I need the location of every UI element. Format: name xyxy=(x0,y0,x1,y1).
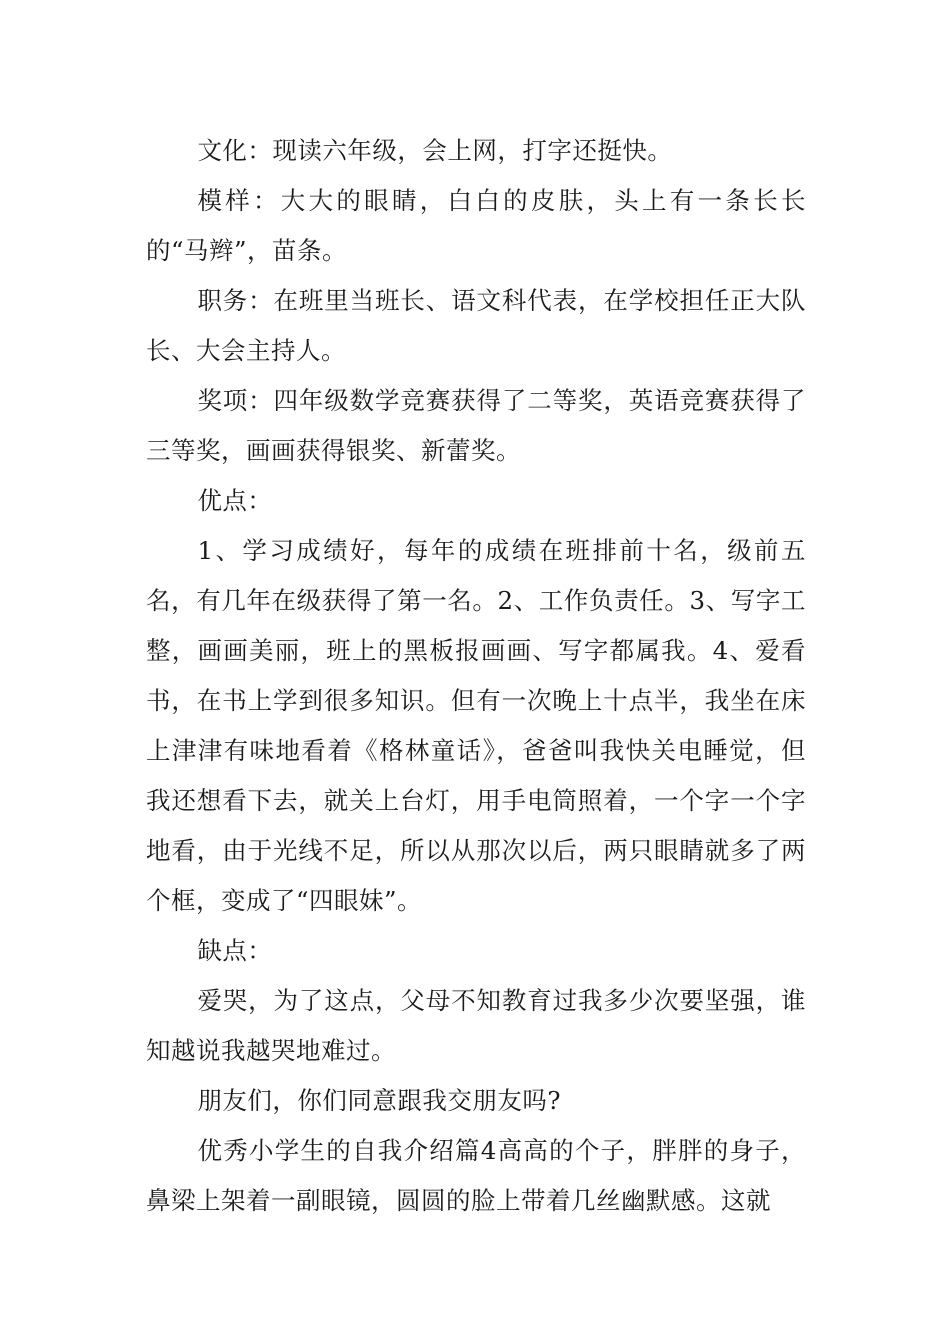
document-body xyxy=(146,126,806,1226)
heading-weaknesses: 缺点： xyxy=(197,936,273,965)
paragraph-strengths: 1、学习成绩好，每年的成绩在班排前十名，级前五名，有几年在级获得了第一名。2、工作负责任。3、写字工整，画画美丽，班上的黑板报画画、写字都属我。4、爱看书，在书上学到很多知识。但有一次晚上十点半，我坐在床上津津有味地看着《格林童话》，爸爸叫我快关电睡觉，但我还想看下去，就关上台灯，用手电筒照着，一个字一个字地看，由于光线不足，所以从那次以后，两只眼睛就多了两个框，变成了“四眼妹”。 xyxy=(146,536,806,915)
paragraph-intro-4: 优秀小学生的自我介绍篇4高高的个子，胖胖的身子，鼻梁上架着一副眼镜，圆圆的脸上带着几丝幽默感。这就 xyxy=(146,1136,806,1215)
paragraph-friends-question: 朋友们，你们同意跟我交朋友吗? xyxy=(197,1086,562,1115)
paragraph-appearance: 模样：大大的眼睛，白白的皮肤，头上有一条长长的“马辫”，苗条。 xyxy=(146,186,806,265)
heading-strengths: 优点： xyxy=(197,486,273,515)
paragraph-position: 职务：在班里当班长、语文科代表，在学校担任正大队长、大会主持人。 xyxy=(146,286,806,365)
paragraph-awards: 奖项：四年级数学竞赛获得了二等奖，英语竞赛获得了三等奖，画画获得银奖、新蕾奖。 xyxy=(146,386,806,465)
paragraph-education: 文化：现读六年级，会上网，打字还挺快。 xyxy=(197,136,673,165)
paragraph-weaknesses: 爱哭，为了这点，父母不知教育过我多少次要坚强，谁知越说我越哭地难过。 xyxy=(146,986,806,1065)
